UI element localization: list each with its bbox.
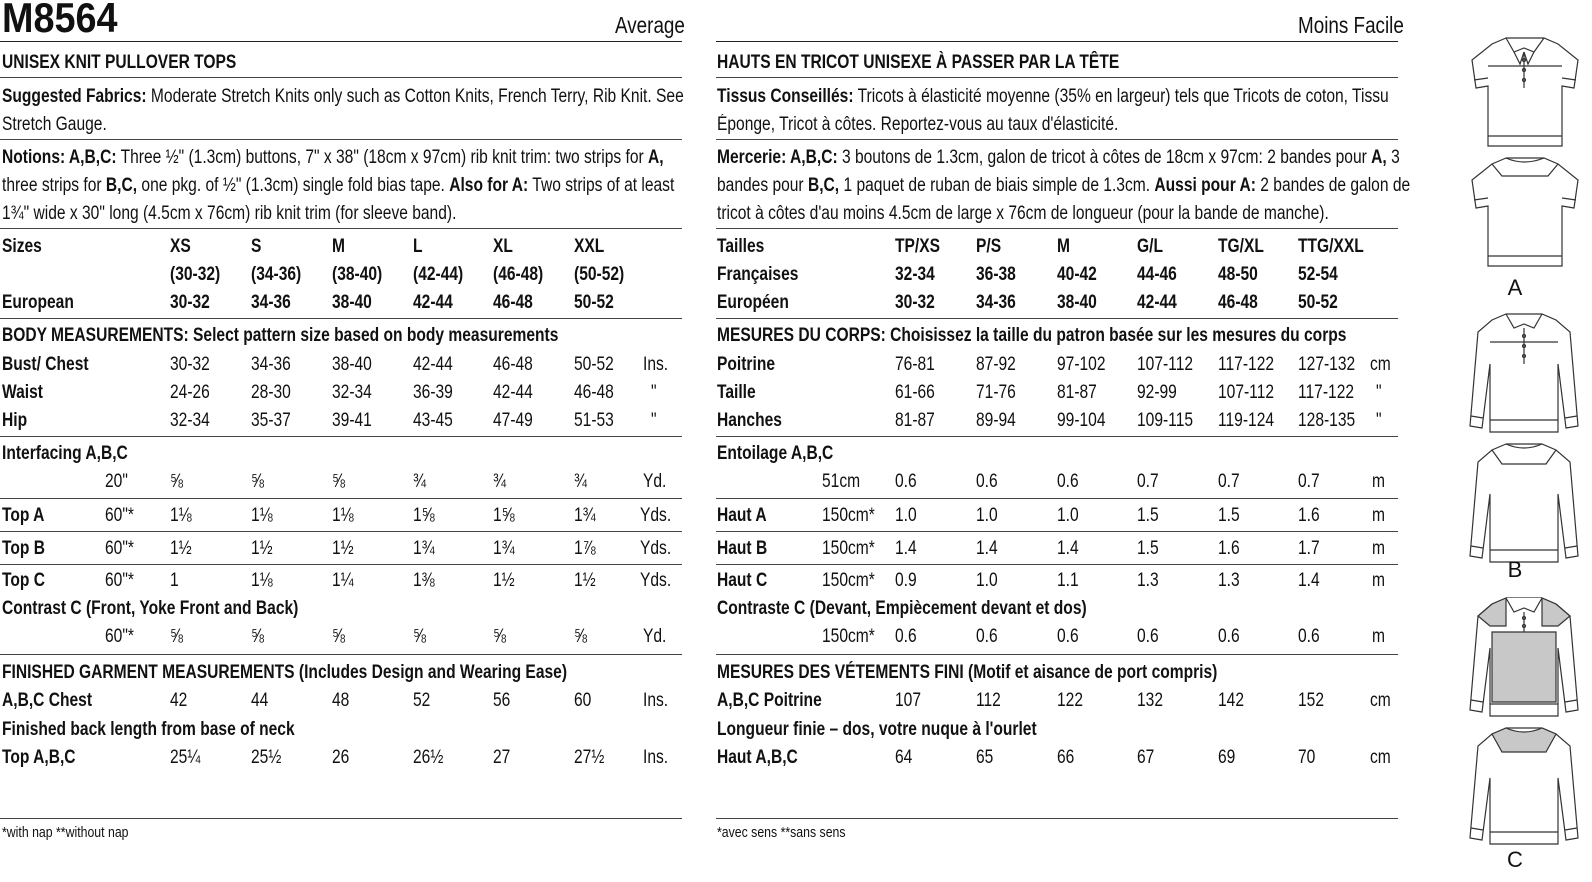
- cell: ⅝: [332, 471, 346, 492]
- cell: 1: [170, 570, 179, 591]
- fabric-width: 60"*: [105, 626, 134, 647]
- cell: 42-44: [493, 382, 533, 403]
- cell: 0.7: [1137, 471, 1159, 492]
- european-size: 46-48: [1218, 292, 1258, 313]
- cell: 1⅞: [574, 538, 596, 559]
- cell: 117-122: [1298, 382, 1355, 403]
- notions-text: 3: [1391, 147, 1400, 168]
- cell: 81-87: [1057, 382, 1097, 403]
- cell: 0.6: [1298, 626, 1320, 647]
- cell: 35-37: [251, 410, 291, 431]
- divider: [716, 41, 1398, 42]
- cell: 70: [1298, 747, 1316, 768]
- cell: 1⅛: [251, 505, 273, 526]
- row-label: Top A: [2, 505, 45, 526]
- cell: 24-26: [170, 382, 210, 403]
- european-size: 34-36: [251, 292, 291, 313]
- unit: Ins.: [643, 354, 669, 375]
- cell: 39-41: [332, 410, 372, 431]
- divider: [716, 139, 1398, 140]
- fabrics-line-1-en: [2, 86, 684, 108]
- footnote-en: *with nap **without nap: [2, 824, 129, 841]
- notions-view: A,: [1371, 147, 1387, 168]
- size-m: M: [332, 236, 345, 257]
- cell: 0.7: [1298, 471, 1320, 492]
- cell: 47-49: [493, 410, 533, 431]
- cell: 0.6: [1057, 471, 1079, 492]
- cell: 1½: [574, 570, 596, 591]
- fabrics-text-fr: Tricots à élasticité moyenne (35% en largeur) tels que Tricots de coton, Tissu: [857, 86, 1389, 107]
- cell: 119-124: [1218, 410, 1275, 431]
- size-range: (38-40): [332, 264, 383, 285]
- notions-label-en: Notions: A,B,C:: [2, 147, 117, 168]
- cell: 1¼: [332, 570, 354, 591]
- row-label: Haut A,B,C: [717, 747, 798, 768]
- view-b-back-illustration: [1462, 438, 1586, 568]
- french-label: Françaises: [717, 264, 799, 285]
- cell: ⅝: [332, 626, 346, 647]
- cell: 1⅛: [332, 505, 354, 526]
- cell: 132: [1137, 690, 1163, 711]
- footnote-fr: *avec sens **sans sens: [717, 824, 846, 841]
- sizes-label-en: Sizes: [2, 236, 42, 257]
- row-label: Hanches: [717, 410, 782, 431]
- cell: ⅝: [170, 626, 184, 647]
- notions-text: 3 boutons de 1.3cm, galon de tricot à côtes de 18cm x 97cm: 2 bandes pour: [841, 147, 1367, 168]
- size-range: (30-32): [170, 264, 221, 285]
- row-label: Haut A: [717, 505, 767, 526]
- divider: [716, 77, 1398, 78]
- divider: [0, 228, 682, 229]
- cell: 27½: [574, 747, 605, 768]
- size-ttg-xxl: TTG/XXL: [1298, 236, 1364, 257]
- cell: 1⅛: [170, 505, 192, 526]
- european-size: 38-40: [332, 292, 372, 313]
- finished-heading-main: FINISHED GARMENT MEASUREMENTS: [2, 662, 295, 683]
- row-label: A,B,C Chest: [2, 690, 93, 711]
- size-xl: XL: [493, 236, 513, 257]
- divider: [0, 41, 682, 42]
- cell: 1¾: [493, 538, 515, 559]
- cell: 26: [332, 747, 350, 768]
- cell: 152: [1298, 690, 1324, 711]
- cell: 36-39: [413, 382, 453, 403]
- cell: 1½: [251, 538, 273, 559]
- cell: 1½: [332, 538, 354, 559]
- cell: 97-102: [1057, 354, 1106, 375]
- notions-line-3-en: 1¾" wide x 30" long (4.5cm x 76cm) rib knit trim (for sleeve band).: [2, 203, 457, 224]
- fabric-width: 150cm*: [822, 505, 875, 526]
- divider: [716, 654, 1398, 655]
- unit: cm: [1370, 354, 1391, 375]
- unit: m: [1372, 538, 1385, 559]
- unit: Yds.: [640, 505, 672, 526]
- european-label-en: European: [2, 292, 74, 313]
- divider: [716, 498, 1398, 499]
- cell: 42: [170, 690, 188, 711]
- cell: 38-40: [332, 354, 372, 375]
- european-size: 46-48: [493, 292, 533, 313]
- cell: 52: [413, 690, 431, 711]
- unit: ": [651, 382, 657, 403]
- finished-heading-en: [2, 662, 567, 684]
- view-b-front-illustration: [1462, 308, 1586, 438]
- row-label: Hip: [2, 410, 28, 431]
- divider: [716, 436, 1398, 437]
- cell: 1.6: [1218, 538, 1240, 559]
- cell: 1.4: [1057, 538, 1079, 559]
- cell: 28-30: [251, 382, 291, 403]
- notions-text: 2 bandes de galon de: [1260, 175, 1411, 196]
- french-size: 32-34: [895, 264, 935, 285]
- notions-label-fr: Mercerie: A,B,C:: [717, 147, 838, 168]
- notions-view: B,C,: [105, 175, 138, 196]
- cell: 1.4: [1298, 570, 1320, 591]
- cell: 67: [1137, 747, 1155, 768]
- divider: [0, 818, 682, 819]
- notions-text: 1 paquet de ruban de biais simple de 1.3cm.: [843, 175, 1151, 196]
- cell: 1.5: [1137, 505, 1159, 526]
- unit: cm: [1370, 690, 1391, 711]
- sizes-label-fr: Tailles: [717, 236, 765, 257]
- cell: 61-66: [895, 382, 935, 403]
- cell: 1.0: [976, 505, 998, 526]
- row-label: Poitrine: [717, 354, 776, 375]
- cell: 27: [493, 747, 511, 768]
- european-size: 38-40: [1057, 292, 1097, 313]
- french-size: 40-42: [1057, 264, 1097, 285]
- cell: 1.0: [895, 505, 917, 526]
- cell: 46-48: [574, 382, 614, 403]
- cell: 99-104: [1057, 410, 1106, 431]
- cell: 30-32: [170, 354, 210, 375]
- unit: cm: [1370, 747, 1391, 768]
- cell: 44: [251, 690, 269, 711]
- french-size: 44-46: [1137, 264, 1177, 285]
- row-label: Haut C: [717, 570, 768, 591]
- notions-text: one pkg. of ½" (1.3cm) single fold bias tape.: [141, 175, 445, 196]
- notions-view: Also for A:: [449, 175, 529, 196]
- cell: 1½: [170, 538, 192, 559]
- cell: 1½: [493, 570, 515, 591]
- body-measurements-heading-fr: MESURES DU CORPS: Choisissez la taille du patron basée sur les mesures du corps: [717, 325, 1347, 346]
- cell: 1¾: [574, 505, 596, 526]
- notions-view: Aussi pour A:: [1154, 175, 1256, 196]
- european-size: 42-44: [413, 292, 453, 313]
- cell: 1.4: [976, 538, 998, 559]
- cell: 1.7: [1298, 538, 1320, 559]
- divider: [0, 531, 682, 532]
- cell: 92-99: [1137, 382, 1177, 403]
- view-label-c: C: [1507, 847, 1523, 872]
- cell: 112: [976, 690, 1001, 711]
- view-a-front-illustration: [1462, 30, 1586, 150]
- cell: 1.5: [1218, 505, 1240, 526]
- cell: ⅝: [574, 626, 588, 647]
- row-label: Waist: [2, 382, 43, 403]
- divider: [0, 498, 682, 499]
- cell: 42-44: [413, 354, 453, 375]
- cell: 71-76: [976, 382, 1016, 403]
- cell: 0.9: [895, 570, 917, 591]
- cell: 142: [1218, 690, 1244, 711]
- fabrics-line-1-fr: [717, 86, 1389, 108]
- cell: 1.3: [1218, 570, 1240, 591]
- notions-text: Two strips of at least: [532, 175, 675, 196]
- cell: 107-112: [1137, 354, 1194, 375]
- fabrics-line-2-en: Stretch Gauge.: [2, 114, 107, 135]
- notions-text: bandes pour: [717, 175, 804, 196]
- notions-line-1-en: [2, 147, 664, 169]
- notions-view: A,: [648, 147, 664, 168]
- unit: Ins.: [643, 747, 669, 768]
- cell: 122: [1057, 690, 1083, 711]
- cell: 25½: [251, 747, 282, 768]
- cell: 1⅛: [251, 570, 273, 591]
- divider: [0, 77, 682, 78]
- divider: [0, 564, 682, 565]
- cell: 1¾: [413, 538, 435, 559]
- divider: [0, 318, 682, 319]
- cell: 0.6: [1218, 626, 1240, 647]
- cell: ⅝: [251, 471, 265, 492]
- view-c-back-illustration: [1462, 722, 1586, 850]
- european-label-fr: Européen: [717, 292, 789, 313]
- row-label: Top B: [2, 538, 45, 559]
- fabric-width: 51cm: [822, 471, 861, 492]
- unit: ": [651, 410, 657, 431]
- size-range: (34-36): [251, 264, 302, 285]
- cell: 1.0: [976, 570, 998, 591]
- cell: 109-115: [1137, 410, 1194, 431]
- size-range: (50-52): [574, 264, 625, 285]
- finished-heading-note: (Includes Design and Wearing Ease): [298, 662, 568, 683]
- cell: 1.1: [1057, 570, 1079, 591]
- cell: 89-94: [976, 410, 1016, 431]
- unit: Yds.: [640, 538, 672, 559]
- unit: m: [1372, 505, 1385, 526]
- cell: 127-132: [1298, 354, 1356, 375]
- cell: 48: [332, 690, 350, 711]
- cell: 1.4: [895, 538, 917, 559]
- cell: 66: [1057, 747, 1075, 768]
- cell: ¾: [574, 471, 588, 492]
- unit: Yds.: [640, 570, 672, 591]
- cell: ⅝: [413, 626, 427, 647]
- cell: 1⅝: [493, 505, 515, 526]
- size-tp-xs: TP/XS: [895, 236, 941, 257]
- unit: m: [1372, 471, 1385, 492]
- french-size: 48-50: [1218, 264, 1258, 285]
- notions-line-3-fr: tricot à côtes d'au moins 4.5cm de large x 76cm de longueur (pour la bande de manche).: [717, 203, 1329, 224]
- divider: [0, 654, 682, 655]
- unit: m: [1372, 626, 1385, 647]
- row-label: Haut B: [717, 538, 768, 559]
- european-size: 50-52: [1298, 292, 1338, 313]
- unit: m: [1372, 570, 1385, 591]
- cell: 76-81: [895, 354, 935, 375]
- row-label: A,B,C Poitrine: [717, 690, 822, 711]
- cell: 117-122: [1218, 354, 1275, 375]
- view-c-front-illustration: [1462, 592, 1586, 722]
- size-l: L: [413, 236, 423, 257]
- difficulty-level-fr: Moins Facile: [1298, 12, 1404, 38]
- cell: 0.6: [976, 626, 998, 647]
- size-range: (46-48): [493, 264, 544, 285]
- cell: 60: [574, 690, 592, 711]
- back-length-label-fr: Longueur finie – dos, votre nuque à l'ourlet: [717, 719, 1037, 740]
- fabric-width: 150cm*: [822, 626, 875, 647]
- notions-text: Three ½" (1.3cm) buttons, 7" x 38" (18cm x 97cm) rib knit trim: two strips for: [120, 147, 644, 168]
- cell: 69: [1218, 747, 1236, 768]
- fabrics-label-fr: Tissus Conseillés:: [717, 86, 854, 107]
- cell: 0.6: [976, 471, 998, 492]
- fabrics-text-en: Moderate Stretch Knits only such as Cotton Knits, French Terry, Rib Knit. See: [150, 86, 684, 107]
- unit: Yd.: [643, 626, 667, 647]
- fabric-width: 150cm*: [822, 570, 875, 591]
- row-label: Taille: [717, 382, 756, 403]
- contrast-label-fr: Contraste C (Devant, Empiècement devant et dos): [717, 598, 1087, 619]
- size-s: S: [251, 236, 262, 257]
- size-range: (42-44): [413, 264, 464, 285]
- cell: ⅝: [251, 626, 265, 647]
- row-label: Bust/ Chest: [2, 354, 89, 375]
- cell: ⅝: [170, 471, 184, 492]
- cell: 51-53: [574, 410, 614, 431]
- notions-line-1-fr: [717, 147, 1400, 169]
- european-size: 30-32: [895, 292, 935, 313]
- cell: 1.3: [1137, 570, 1159, 591]
- unit: ": [1376, 382, 1382, 403]
- cell: 0.6: [1057, 626, 1079, 647]
- cell: 56: [493, 690, 511, 711]
- cell: 87-92: [976, 354, 1016, 375]
- fabric-width: 60"*: [105, 570, 134, 591]
- contrast-label-en: Contrast C (Front, Yoke Front and Back): [2, 598, 299, 619]
- cell: 1⅝: [413, 505, 435, 526]
- row-label: Top A,B,C: [2, 747, 76, 768]
- cell: 1.0: [1057, 505, 1079, 526]
- cell: 1⅜: [413, 570, 435, 591]
- fabrics-line-2-fr: Éponge, Tricot à côtes. Reportez-vous au taux d'élasticité.: [717, 114, 1119, 135]
- fabrics-label-en: Suggested Fabrics:: [2, 86, 147, 107]
- divider: [716, 818, 1398, 819]
- cell: 50-52: [574, 354, 614, 375]
- notions-line-2-en: [2, 175, 674, 197]
- title-fr: HAUTS EN TRICOT UNISEXE À PASSER PAR LA TÊTE: [717, 52, 1120, 73]
- cell: 1.5: [1137, 538, 1159, 559]
- cell: 107-112: [1218, 382, 1275, 403]
- fabric-width: 20": [105, 471, 128, 492]
- cell: ¾: [413, 471, 427, 492]
- cell: 0.7: [1218, 471, 1240, 492]
- divider: [716, 228, 1398, 229]
- cell: 81-87: [895, 410, 935, 431]
- cell: 0.6: [895, 471, 917, 492]
- size-xxl: XXL: [574, 236, 605, 257]
- notions-line-2-fr: [717, 175, 1410, 197]
- fabric-width: 60"*: [105, 538, 134, 559]
- cell: 128-135: [1298, 410, 1356, 431]
- european-size: 42-44: [1137, 292, 1177, 313]
- finished-heading-note: (Motif et aisance de port compris): [968, 662, 1218, 683]
- unit: Yd.: [643, 471, 667, 492]
- fabric-width: 60"*: [105, 505, 134, 526]
- unit: Ins.: [643, 690, 669, 711]
- cell: 64: [895, 747, 913, 768]
- difficulty-level-en: Average: [615, 12, 685, 38]
- european-size: 34-36: [976, 292, 1016, 313]
- european-size: 50-52: [574, 292, 614, 313]
- divider: [0, 436, 682, 437]
- interfacing-label-en: Interfacing A,B,C: [2, 443, 128, 464]
- row-label: Top C: [2, 570, 45, 591]
- european-size: 30-32: [170, 292, 210, 313]
- cell: 32-34: [170, 410, 210, 431]
- view-label-b: B: [1507, 557, 1523, 582]
- finished-heading-main: MESURES DES VÉTEMENTS FINI: [717, 662, 964, 683]
- body-measurements-heading-en: BODY MEASUREMENTS: Select pattern size based on body measurements: [2, 325, 559, 346]
- unit: ": [1376, 410, 1382, 431]
- interfacing-label-fr: Entoilage A,B,C: [717, 443, 834, 464]
- divider: [0, 139, 682, 140]
- divider: [716, 318, 1398, 319]
- size-p-s: P/S: [976, 236, 1002, 257]
- title-en: UNISEX KNIT PULLOVER TOPS: [2, 52, 237, 73]
- size-m: M: [1057, 236, 1070, 257]
- view-label-a: A: [1507, 275, 1523, 300]
- finished-heading-fr: [717, 662, 1217, 684]
- cell: 0.6: [1137, 626, 1159, 647]
- notions-view: B,C,: [807, 175, 840, 196]
- cell: 46-48: [493, 354, 533, 375]
- fabric-width: 150cm*: [822, 538, 875, 559]
- size-g-l: G/L: [1137, 236, 1163, 257]
- cell: 65: [976, 747, 994, 768]
- french-size: 52-54: [1298, 264, 1338, 285]
- cell: 32-34: [332, 382, 372, 403]
- cell: ¾: [493, 471, 507, 492]
- notions-text: three strips for: [2, 175, 102, 196]
- cell: ⅝: [493, 626, 507, 647]
- size-tg-xl: TG/XL: [1218, 236, 1264, 257]
- cell: 107: [895, 690, 921, 711]
- back-length-label-en: Finished back length from base of neck: [2, 719, 295, 740]
- cell: 26½: [413, 747, 444, 768]
- size-xs: XS: [170, 236, 191, 257]
- cell: 1.6: [1298, 505, 1320, 526]
- divider: [716, 531, 1398, 532]
- french-size: 36-38: [976, 264, 1016, 285]
- view-a-back-illustration: [1462, 150, 1586, 270]
- cell: 0.6: [895, 626, 917, 647]
- cell: 34-36: [251, 354, 291, 375]
- cell: 43-45: [413, 410, 453, 431]
- pattern-number: M8564: [2, 0, 118, 41]
- divider: [716, 564, 1398, 565]
- cell: 25¼: [170, 747, 201, 768]
